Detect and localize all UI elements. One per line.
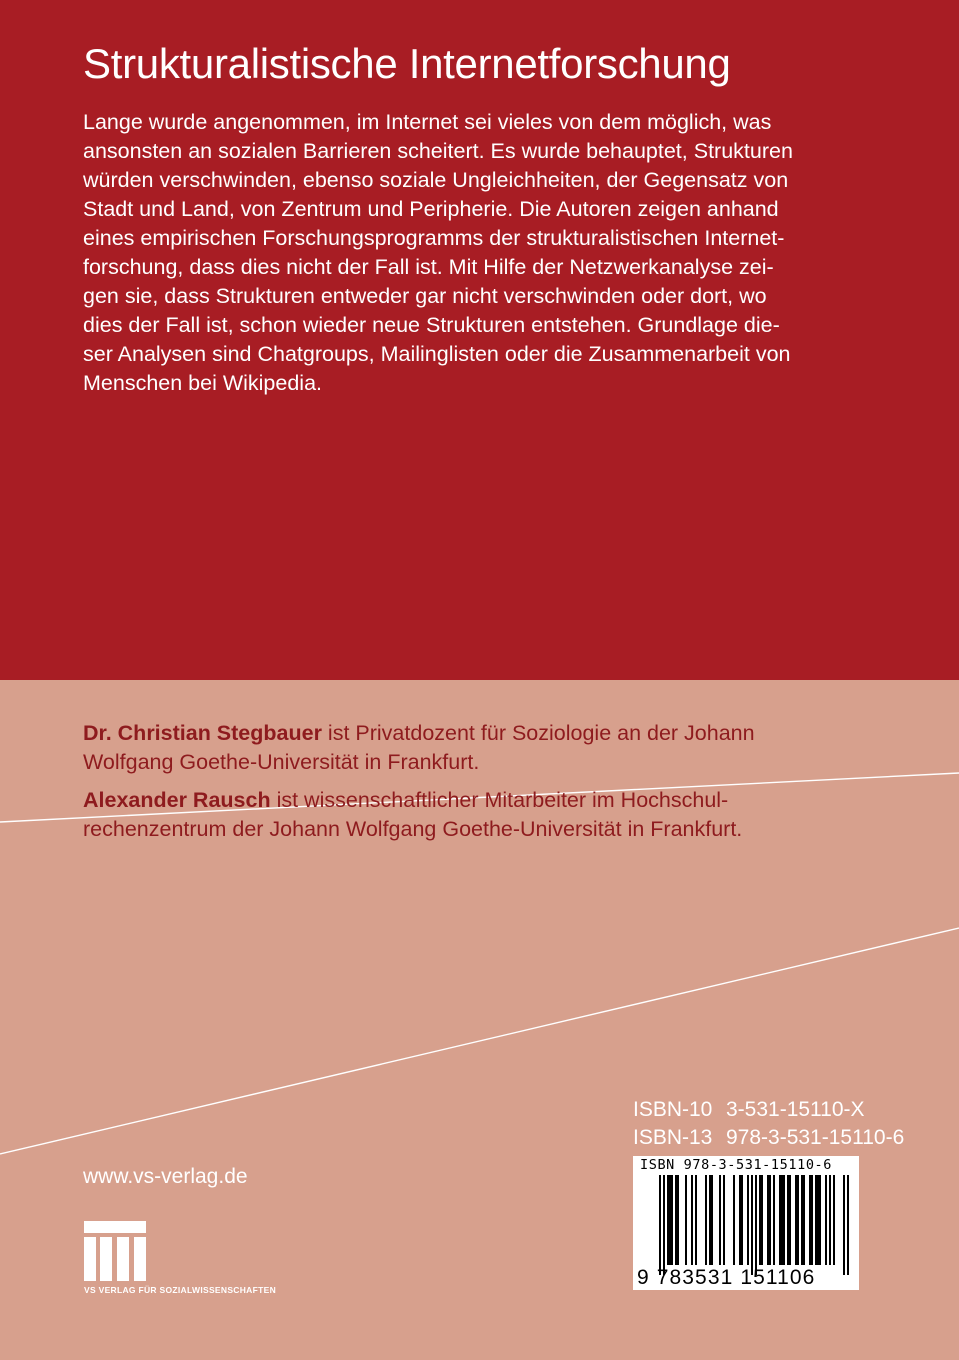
- barcode-number: 9 783531 151106: [637, 1266, 816, 1289]
- barcode-bar: [843, 1175, 845, 1275]
- description-line: Lange wurde angenommen, im Internet sei vieles von dem möglich, was: [83, 110, 772, 134]
- description-line: Stadt und Land, von Zentrum und Peripherie. Die Autoren zeigen anhand: [83, 197, 779, 221]
- barcode-bar: [825, 1175, 827, 1265]
- barcode-bar: [769, 1175, 771, 1265]
- description-line: dies der Fall ist, schon wieder neue Strukturen entstehen. Grundlage die-: [83, 313, 780, 337]
- isbn-value: 3-531-15110-X: [726, 1098, 865, 1121]
- barcode-bar: [809, 1175, 811, 1265]
- barcode-bar: [675, 1175, 677, 1265]
- barcode-bar: [711, 1175, 713, 1265]
- barcode-bar: [833, 1175, 835, 1265]
- author-bio-text: ist Privatdozent für Soziologie an der Johann: [321, 721, 755, 745]
- publisher-website: www.vs-verlag.de: [83, 1165, 248, 1188]
- author-bio-text: rechenzentrum der Johann Wolfgang Goethe-Universität in Frankfurt.: [83, 817, 743, 841]
- barcode-bar: [669, 1175, 671, 1265]
- barcode-bar: [787, 1175, 789, 1265]
- author-bio-text: Wolfgang Goethe-Universität in Frankfurt.: [83, 750, 480, 774]
- isbn-label: ISBN-10: [633, 1098, 713, 1121]
- barcode-bar: [751, 1175, 753, 1275]
- publisher-logo-icon: [84, 1221, 146, 1281]
- barcode-bar: [783, 1175, 785, 1265]
- barcode-bar: [847, 1175, 849, 1275]
- barcode-bar: [781, 1175, 783, 1265]
- isbn-label: ISBN-13: [633, 1126, 713, 1149]
- author-bio: [83, 786, 903, 844]
- barcode-bar: [677, 1175, 679, 1265]
- barcode-bar: [747, 1175, 749, 1265]
- barcode-bar: [797, 1175, 799, 1265]
- barcode-bar: [759, 1175, 761, 1265]
- description-line: ser Analysen sind Chatgroups, Mailinglisten oder die Zusammenarbeit von: [83, 342, 791, 366]
- barcode-bar: [767, 1175, 769, 1265]
- barcode-bar: [695, 1175, 697, 1265]
- isbn-value: 978-3-531-15110-6: [726, 1126, 905, 1149]
- barcode-bar: [801, 1175, 803, 1265]
- isbn-10: [633, 1096, 904, 1124]
- barcode-bar: [667, 1175, 669, 1265]
- isbn-13: [633, 1124, 904, 1152]
- barcode-bar: [789, 1175, 791, 1265]
- author-bio-text: ist wissenschaftlicher Mitarbeiter im Hochschul-: [270, 788, 729, 812]
- description-line: forschung, dass dies nicht der Fall ist. Mit Hilfe der Netzwerkanalyse zei-: [83, 255, 774, 279]
- barcode-bar: [773, 1175, 775, 1265]
- book-title: Strukturalistische Internetforschung: [83, 40, 731, 87]
- barcode-bar: [685, 1175, 687, 1265]
- barcode-bar: [705, 1175, 707, 1265]
- author-bios: [83, 719, 903, 853]
- description-line: würden verschwinden, ebenso soziale Ungleichheiten, der Gegensatz von: [83, 168, 789, 192]
- barcode-bar: [659, 1175, 661, 1275]
- barcode-bar: [819, 1175, 821, 1265]
- barcode-bar: [709, 1175, 711, 1265]
- barcode-bar: [803, 1175, 805, 1265]
- author-name: Alexander Rausch: [83, 788, 271, 812]
- barcode-bar: [829, 1175, 831, 1265]
- barcode-bar: [739, 1175, 741, 1265]
- barcode-bar: [741, 1175, 743, 1265]
- publisher-logo-text: VS VERLAG FÜR SOZIALWISSENSCHAFTEN: [84, 1285, 277, 1295]
- barcode-bar: [723, 1175, 725, 1265]
- barcode-bar: [733, 1175, 735, 1265]
- barcode-bar: [761, 1175, 763, 1265]
- barcode-bar: [779, 1175, 781, 1265]
- barcode: [633, 1156, 859, 1290]
- barcode-bar: [663, 1175, 665, 1275]
- author-bio: [83, 719, 903, 777]
- isbn-block: [633, 1096, 904, 1152]
- author-name: Dr. Christian Stegbauer: [83, 721, 322, 745]
- barcode-bar: [817, 1175, 819, 1265]
- barcode-bar: [795, 1175, 797, 1265]
- description-line: gen sie, dass Strukturen entweder gar nicht verschwinden oder dort, wo: [83, 284, 767, 308]
- barcode-bar: [671, 1175, 673, 1265]
- barcode-bar: [755, 1175, 757, 1275]
- description-line: ansonsten an sozialen Barrieren scheitert. Es wurde behauptet, Strukturen: [83, 139, 793, 163]
- barcode-bar: [811, 1175, 813, 1265]
- book-description: [83, 108, 873, 398]
- description-line: eines empirischen Forschungsprogramms der strukturalistischen Internet-: [83, 226, 785, 250]
- barcode-bar: [815, 1175, 817, 1265]
- barcode-bar: [719, 1175, 721, 1265]
- barcode-bar: [691, 1175, 693, 1265]
- barcode-isbn-text: ISBN 978-3-531-15110-6: [640, 1157, 833, 1173]
- description-line: Menschen bei Wikipedia.: [83, 371, 323, 395]
